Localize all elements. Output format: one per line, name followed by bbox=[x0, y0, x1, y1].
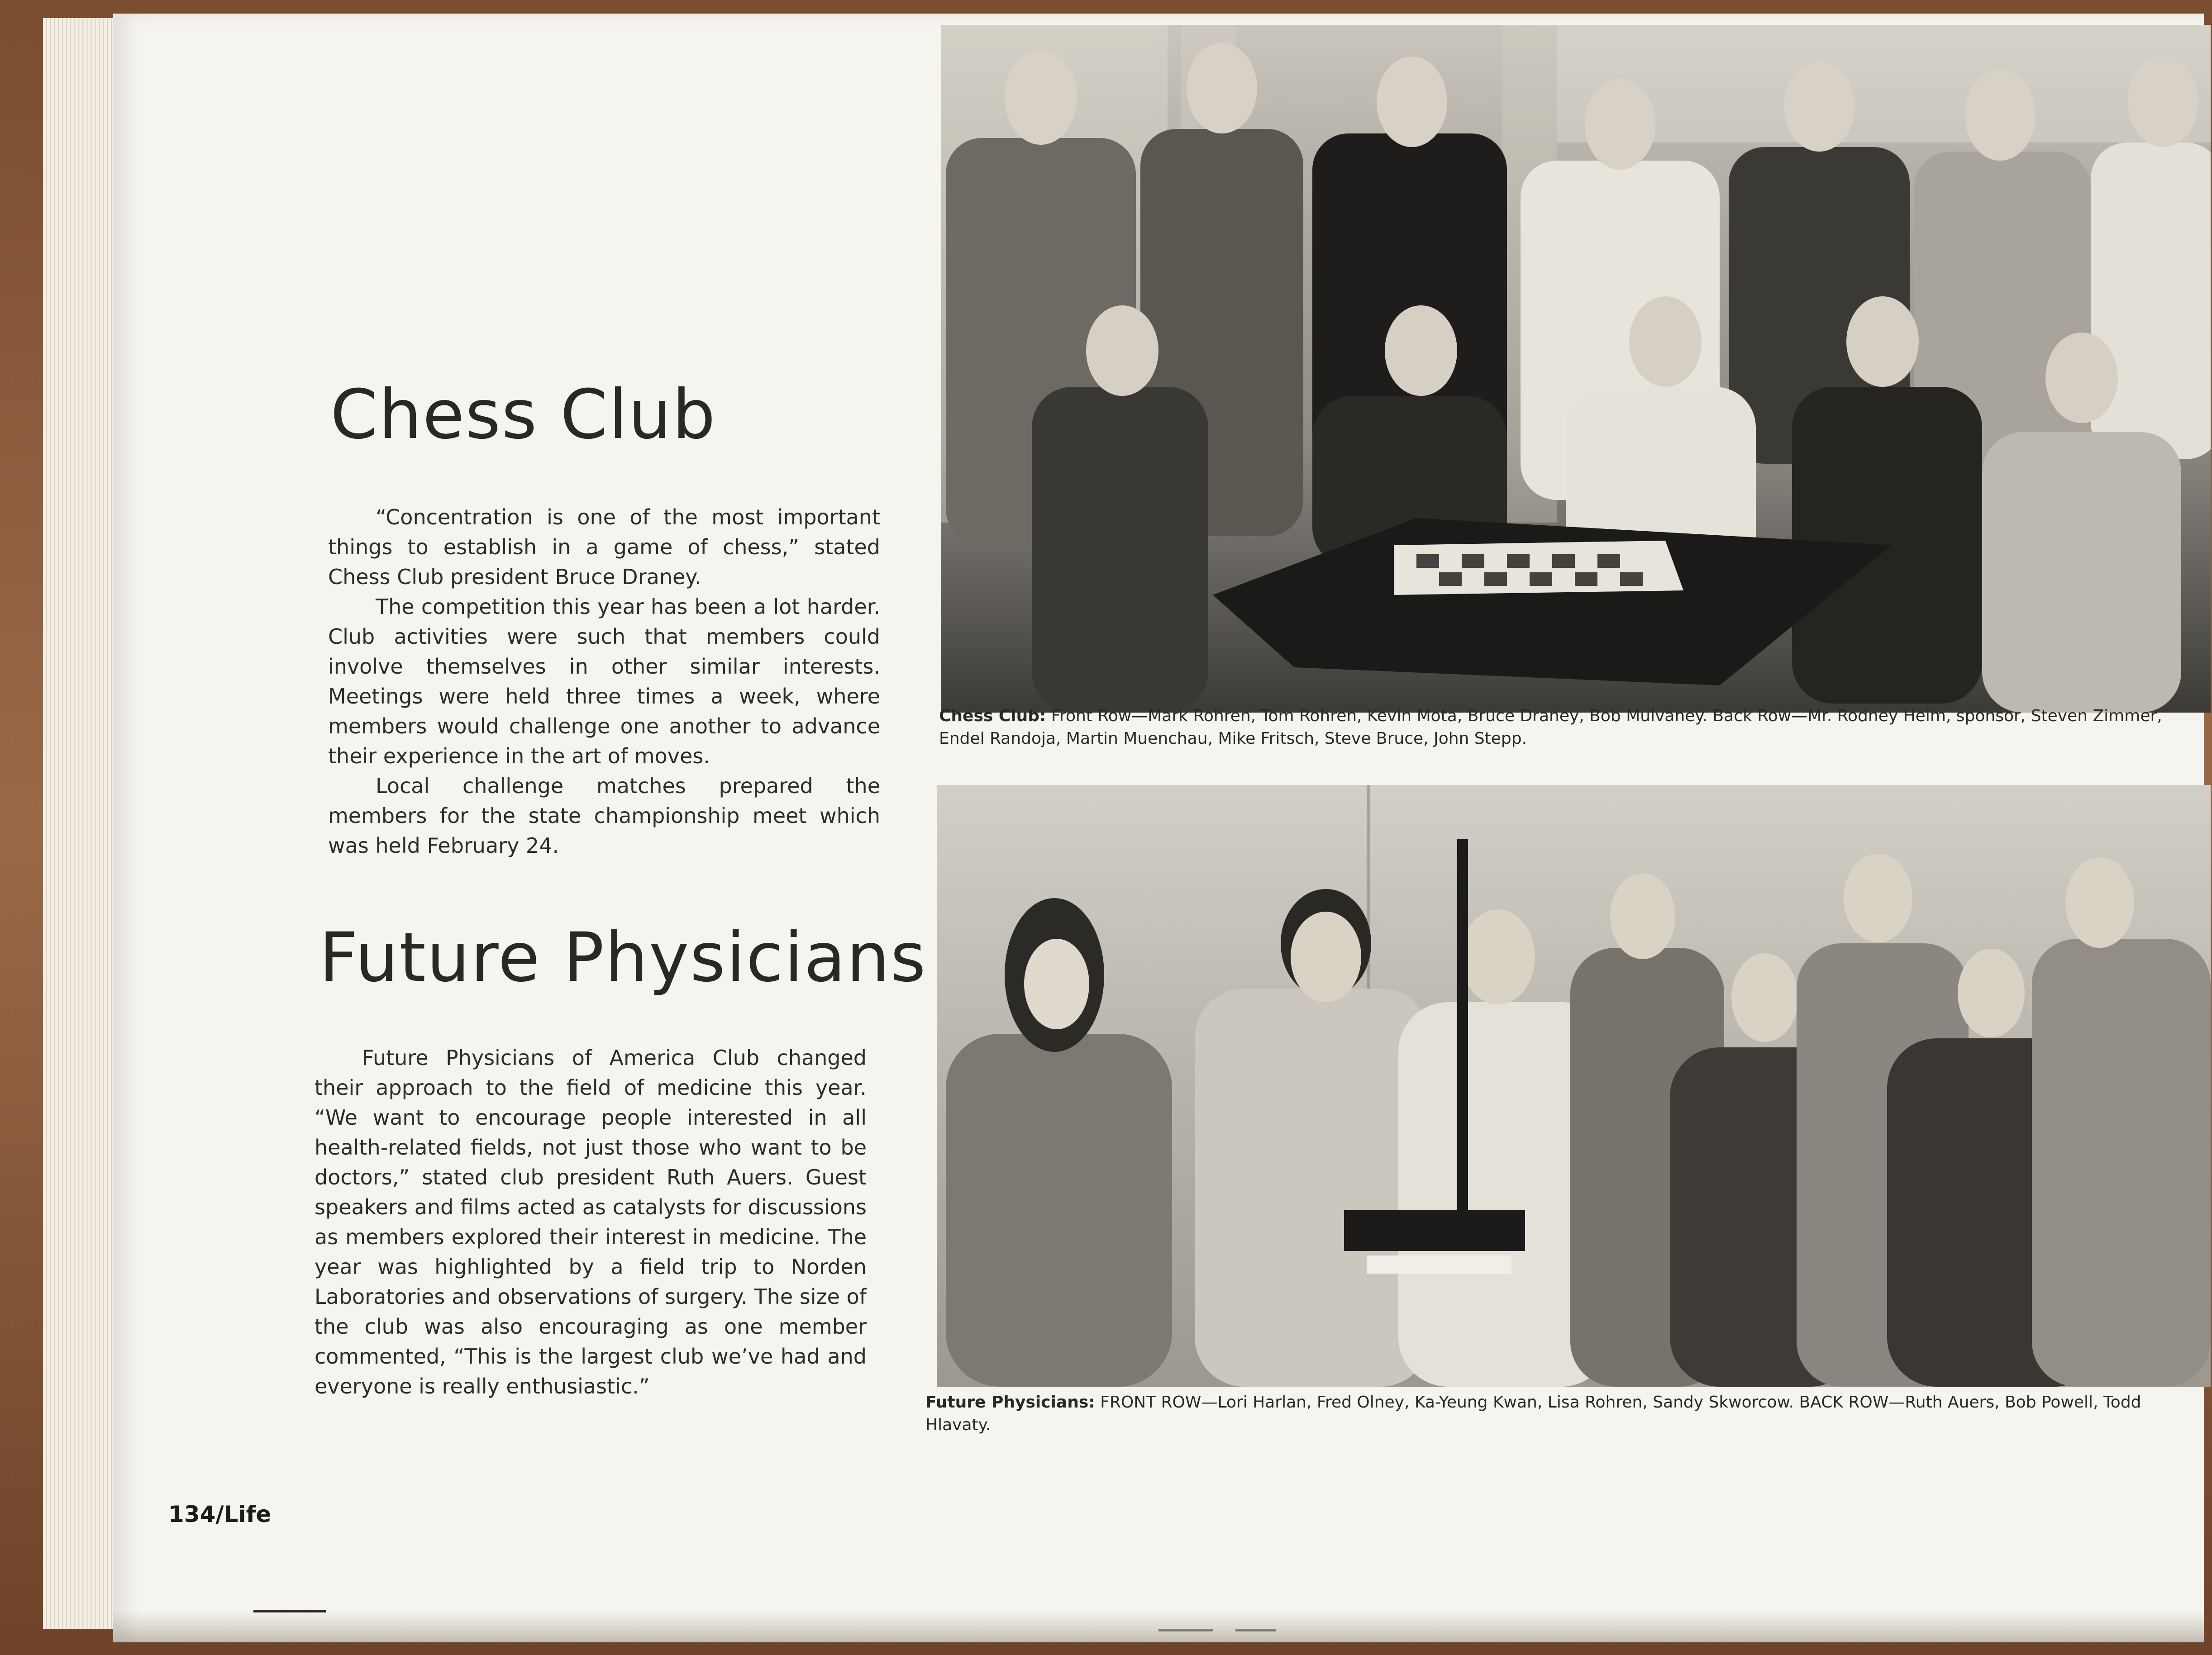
chess-club-caption bbox=[939, 705, 2206, 750]
decorative-dash bbox=[1158, 1629, 1213, 1631]
caption-text: Front Row—Mark Rohren, Tom Rohren, Kevin Mota, Bruce Draney, Bob Mulvaney. Back Row—Mr. Rodney Heim, sponsor, Steven Zimmer, Endel Randoja, Martin Muenchau, Mike Fritsch, Steve Bruce, John Stepp. bbox=[939, 707, 2162, 748]
chess-paragraph: “Concentration is one of the most important things to establish in a game of chess,” stated Chess Club president Bruce Draney. bbox=[328, 505, 880, 589]
caption-text: FRONT ROW—Lori Harlan, Fred Olney, Ka-Yeung Kwan, Lisa Rohren, Sandy Skworcow. BACK ROW—Ruth Auers, Bob Powell, Todd Hlavaty. bbox=[925, 1393, 2141, 1434]
chess-club-heading: Chess Club bbox=[330, 376, 716, 454]
future-physicians-photo bbox=[937, 785, 2211, 1387]
page-stack-edges bbox=[43, 18, 116, 1629]
decorative-dash bbox=[253, 1610, 326, 1612]
chess-paragraph: The competition this year has been a lot harder. Club activities were such that members could involve themselves in other similar interests. Meetings were held three times a week, where members would challenge one another to advance their experience in the art of moves. bbox=[328, 594, 880, 768]
chess-club-photo bbox=[941, 25, 2211, 713]
caption-label: Chess Club: bbox=[939, 707, 1046, 725]
physicians-paragraph: Future Physicians of America Club changed their approach to the field of medicine this year. “We want to encourage people interested in all health-related fields, not just those who want to be doctors,” stated club president Ruth Auers. Guest speakers and films acted as catalysts for discussions as members explored their interest in medicine. The year was highlighted by a field trip to Norden Laboratories and observations of surgery. The size of the club was also encouraging as one member commented, “This is the largest club we’ve had and everyone is really enthusiastic.” bbox=[315, 1046, 867, 1398]
chess-paragraph: Local challenge matches prepared the members for the state championship meet which was held February 24. bbox=[328, 774, 880, 858]
decorative-dash bbox=[1235, 1629, 1276, 1631]
page-bottom-shadow bbox=[113, 1611, 2204, 1642]
caption-label: Future Physicians: bbox=[925, 1393, 1095, 1412]
page-folio: 134/Life bbox=[168, 1501, 272, 1527]
chess-club-article bbox=[328, 502, 880, 861]
future-physicians-article bbox=[315, 1043, 867, 1401]
future-physicians-caption bbox=[925, 1391, 2193, 1436]
future-physicians-heading: Future Physicians bbox=[319, 918, 927, 997]
